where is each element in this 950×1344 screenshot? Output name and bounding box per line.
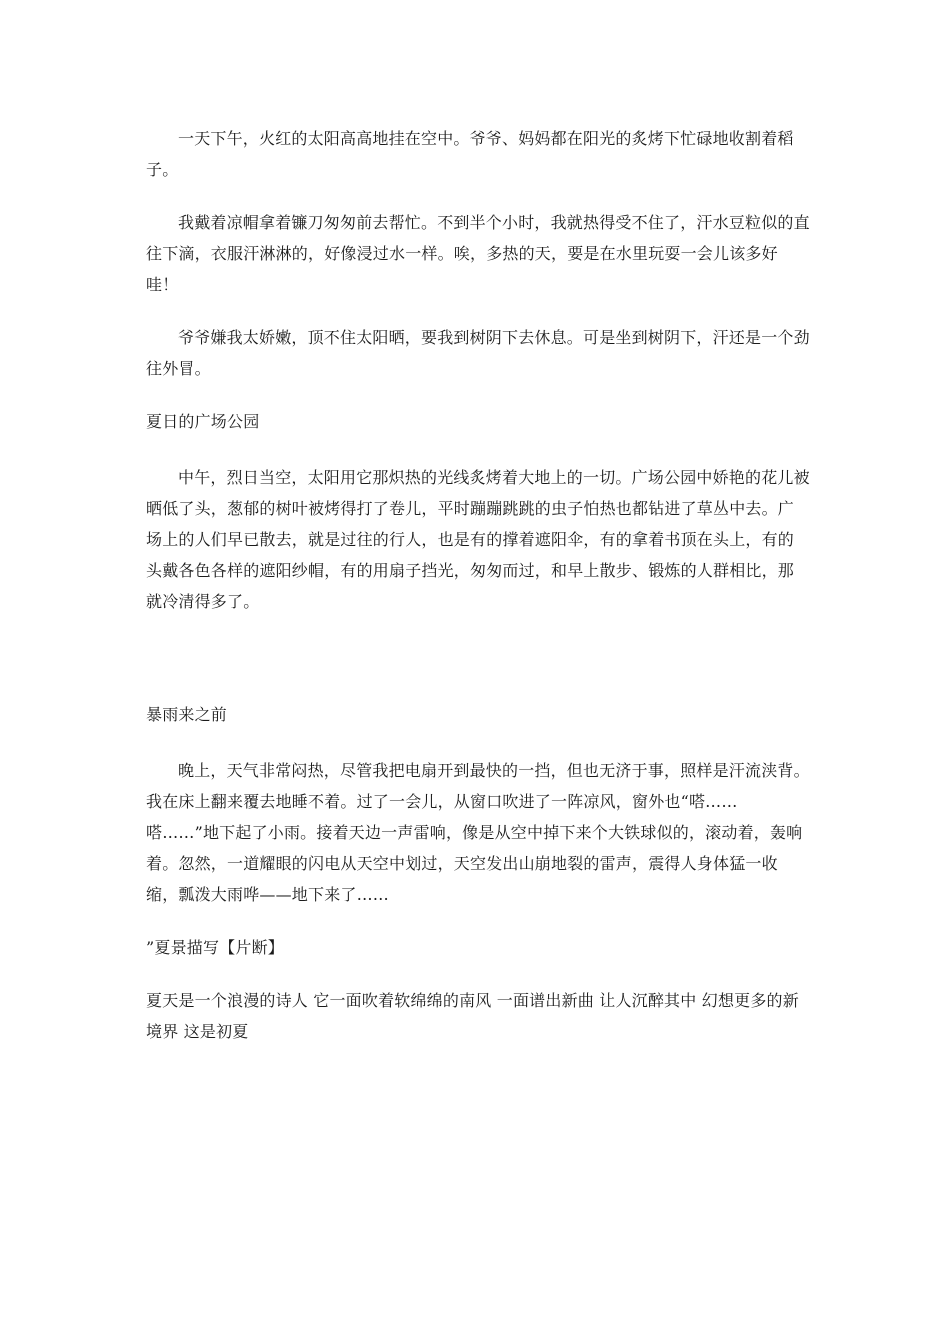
paragraph-harvest: 一天下午，火红的太阳高高地挂在空中。爷爷、妈妈都在阳光的炙烤下忙碌地收割着稻子。 — [146, 129, 794, 179]
paragraph-park: 中午，烈日当空，太阳用它那炽热的光线炙烤着大地上的一切。广场公园中娇艳的花儿被晒低了头，葱郁的树叶被烤得打了卷儿，平时蹦蹦跳跳的虫子怕热也都钻进了草丛中去。广场上的人们早已散去，就是过往的行人，也是有的撑着遮阳伞，有的拿着书顶在头上，有的头戴各色各样的遮阳纱帽，有的用扇子挡光，匆匆而过，和早上散步、锻炼的人群相比，那就冷清得多了。 — [146, 468, 810, 611]
paragraph-early-summer: 夏天是一个浪漫的诗人 它一面吹着软绵绵的南风 一面谱出新曲 让人沉醉其中 幻想更多的新境界 这是初夏 — [146, 991, 799, 1041]
document-page — [146, 123, 810, 1047]
paragraph-storm: 晚上，天气非常闷热，尽管我把电扇开到最快的一挡，但也无济于事，照样是汗流浃背。我在床上翻来覆去地睡不着。过了一会儿，从窗口吹进了一阵凉风，窗外也“嗒……嗒……”地下起了小雨。接着天边一声雷响，像是从空中掉下来个大铁球似的，滚动着，轰响着。忽然，一道耀眼的闪电从天空中划过，天空发出山崩地裂的雷声，震得人身体猛一收缩，瓢泼大雨哗——地下来了…… — [146, 761, 810, 904]
heading-summer-fragment: ”夏景描写【片断】 — [146, 938, 284, 957]
paragraph-helping: 我戴着凉帽拿着镰刀匆匆前去帮忙。不到半个小时，我就热得受不住了，汗水豆粒似的直往下滴，衣服汗淋淋的，好像浸过水一样。唉，多热的天，要是在水里玩耍一会儿该多好哇！ — [146, 213, 810, 294]
paragraph-shade: 爷爷嫌我太娇嫩，顶不住太阳晒，要我到树阴下去休息。可是坐到树阴下，汗还是一个劲往外冒。 — [146, 328, 810, 378]
heading-storm: 暴雨来之前 — [146, 705, 228, 724]
heading-park: 夏日的广场公园 — [146, 412, 260, 431]
